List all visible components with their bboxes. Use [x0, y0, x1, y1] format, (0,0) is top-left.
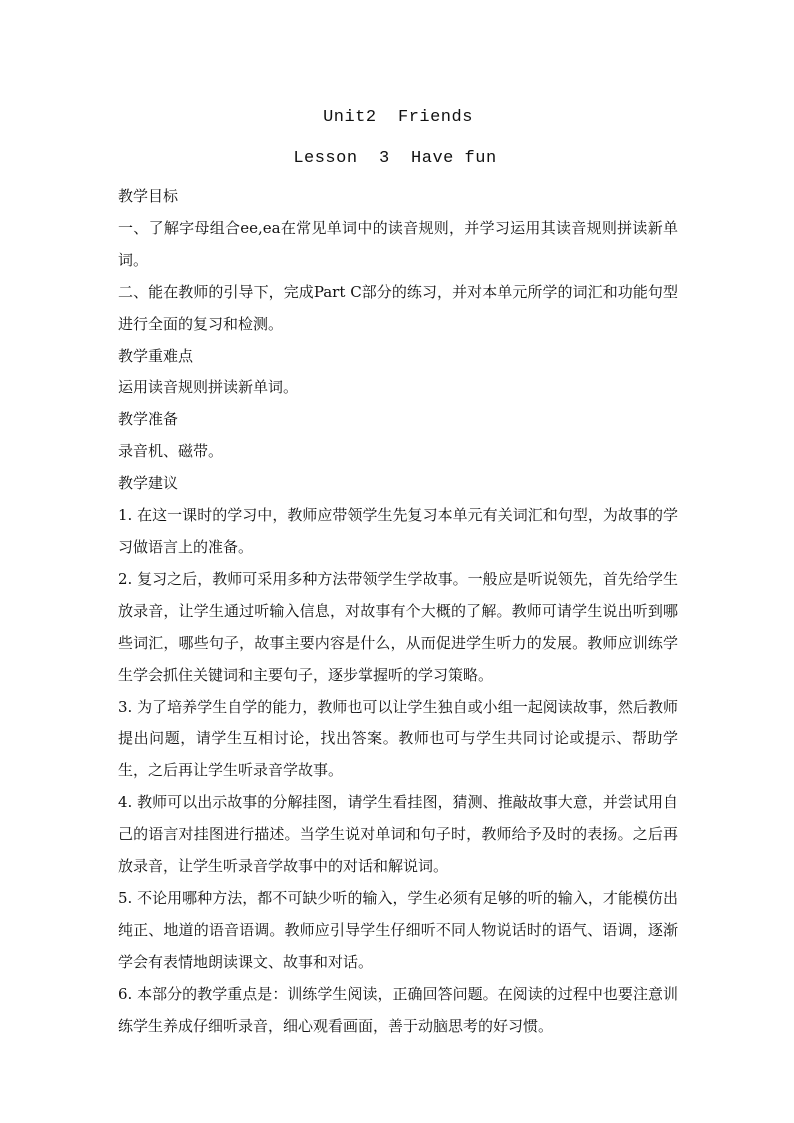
- suggestion-6: 6. 本部分的教学重点是：训练学生阅读，正确回答问题。在阅读的过程中也要注意训练学生养成仔细听录音，细心观看画面，善于动脑思考的好习惯。: [118, 984, 678, 1035]
- heading-key-points: 教学重难点: [118, 346, 194, 365]
- suggestion-5: 5. 不论用哪种方法，都不可缺少听的输入，学生必须有足够的听的输入，才能模仿出纯正、地道的语音语调。教师应引导学生仔细听不同人物说话时的语气、语调，逐渐学会有表情地朗读课文、故事和对话。: [118, 888, 678, 971]
- heading-preparation: 教学准备: [118, 410, 179, 429]
- preparation-text: 录音机、磁带。: [118, 442, 224, 461]
- suggestion-1: 1. 在这一课时的学习中，教师应带领学生先复习本单元有关词汇和句型，为故事的学习做语言上的准备。: [118, 506, 678, 556]
- document-body: [118, 181, 678, 1042]
- objective-2: 二、能在教师的引导下，完成Part C部分的练习，并对本单元所学的词汇和功能句型进行全面的复习和检测。: [118, 282, 678, 333]
- heading-objectives: 教学目标: [118, 187, 179, 205]
- suggestion-3: 3. 为了培养学生自学的能力，教师也可以让学生独自或小组一起阅读故事，然后教师提出问题，请学生互相讨论，找出答案。教师也可与学生共同讨论或提示、帮助学生，之后再让学生听录音学故事。: [118, 697, 678, 780]
- suggestion-2: 2. 复习之后，教师可采用多种方法带领学生学故事。一般应是听说领先，首先给学生放录音，让学生通过听输入信息，对故事有个大概的了解。教师可请学生说出听到哪些词汇，哪些句子，故事主要内容是什么，从而促进学生听力的发展。教师应训练学生学会抓住关键词和主要句子，逐步掌握听的学习策略。: [118, 569, 678, 684]
- unit-title: Unit2 Friends: [323, 108, 473, 127]
- objective-1: 一、了解字母组合ee,ea在常见单词中的读音规则，并学习运用其读音规则拼读新单词。: [118, 218, 678, 269]
- lesson-title: Lesson 3 Have fun: [293, 149, 497, 168]
- heading-suggestions: 教学建议: [118, 474, 179, 493]
- key-points-text: 运用读音规则拼读新单词。: [118, 378, 299, 397]
- suggestion-4: 4. 教师可以出示故事的分解挂图，请学生看挂图，猜测、推敲故事大意，并尝试用自己的语言对挂图进行描述。当学生说对单词和句子时，教师给予及时的表扬。之后再放录音，让学生听录音学故事中的对话和解说词。: [118, 793, 678, 876]
